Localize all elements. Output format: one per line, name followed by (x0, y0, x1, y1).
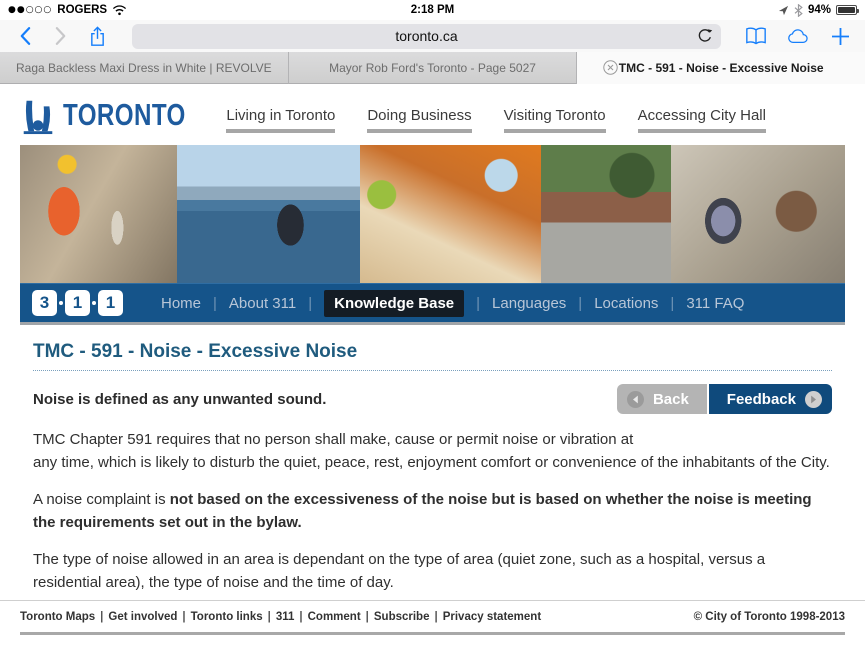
paragraph-line: any time, which is likely to disturb the quiet, peace, rest, enjoyment comfort or convenience of the inhabitants of the City. (33, 453, 830, 471)
nav-311-languages[interactable]: Languages (492, 294, 567, 312)
footer-privacy-statement[interactable]: Privacy statement (442, 611, 542, 623)
nav-doing-business[interactable]: Doing Business (367, 107, 471, 133)
intro-statement: Noise is defined as any unwanted sound. (33, 391, 327, 408)
logo-311[interactable] (32, 290, 123, 316)
status-left (8, 4, 278, 16)
reload-icon[interactable] (697, 28, 713, 47)
back-button[interactable] (14, 26, 36, 46)
bookmarks-icon[interactable] (745, 26, 767, 46)
banner-photo-construction-worker (20, 145, 177, 283)
nav-visiting-toronto[interactable]: Visiting Toronto (504, 107, 606, 133)
feedback-circle-arrow-icon (805, 391, 822, 408)
paragraph-text: A noise complaint is (33, 491, 170, 508)
nav-311-separator: | (670, 294, 675, 312)
url-text: toronto.ca (395, 28, 458, 44)
close-tab-icon[interactable] (603, 60, 618, 75)
footer-separator: | (100, 611, 104, 623)
footer-separator: | (434, 611, 438, 623)
banner-photo-police-waterfront (177, 145, 360, 283)
photo-banner (20, 145, 845, 283)
paragraph-bold-text: not based on the excessiveness of the noise but is based on whether the noise is meeting the requirements set out in the bylaw. (33, 491, 812, 531)
clock-label: 2:18 PM (410, 4, 455, 16)
nav-311-separator: | (308, 294, 313, 312)
banner-photo-call-centre (671, 145, 845, 283)
nav-311-locations[interactable]: Locations (594, 294, 659, 312)
paragraph-noise-complaint (33, 489, 832, 534)
footer-separator: | (365, 611, 369, 623)
location-services-icon (778, 5, 789, 16)
bluetooth-icon (794, 4, 803, 17)
nav-311-home[interactable]: Home (161, 294, 202, 312)
footer-separator: | (299, 611, 303, 623)
logo-311-digit: 1 (65, 290, 90, 316)
status-bar (0, 0, 865, 20)
nav-311-links (161, 290, 744, 317)
tab-revolve[interactable] (0, 52, 289, 84)
carrier-label: ROGERS (57, 4, 108, 16)
paragraph-line: TMC Chapter 591 requires that no person shall make, cause or permit noise or vibration at (33, 431, 634, 448)
site-nav (226, 107, 766, 133)
wifi-icon (112, 4, 127, 16)
logo-311-dot (92, 301, 96, 305)
city-hall-icon (20, 95, 56, 135)
footer-separator: | (267, 611, 271, 623)
back-feedback-buttons (617, 384, 832, 414)
footer-subscribe[interactable]: Subscribe (373, 611, 430, 623)
nav-311-separator: | (476, 294, 481, 312)
back-label: Back (652, 390, 689, 408)
back-circle-arrow-icon (627, 391, 644, 408)
nav-311-bar (20, 283, 845, 322)
battery-icon (836, 5, 857, 15)
logo-311-digit: 3 (32, 290, 57, 316)
tab-title: TMC - 591 - Noise - Excessive Noise (618, 60, 824, 75)
intro-row (33, 384, 832, 414)
banner-photo-food-handler (360, 145, 541, 283)
article-content (20, 325, 845, 600)
tab-bar (0, 52, 865, 84)
footer-toronto-links[interactable]: Toronto links (190, 611, 263, 623)
feedback-label: Feedback (726, 390, 796, 408)
toronto-logo[interactable] (20, 95, 220, 135)
tab-title: Mayor Rob Ford's Toronto - Page 5027 (329, 60, 536, 75)
toronto-wordmark: TORONTO (63, 96, 186, 132)
logo-311-dot (59, 301, 63, 305)
status-right (587, 4, 857, 17)
icloud-tabs-icon[interactable] (787, 27, 809, 45)
nav-311-knowledge-base[interactable]: Knowledge Base (324, 290, 464, 317)
footer-separator: | (182, 611, 186, 623)
address-bar[interactable] (132, 24, 721, 49)
tab-title: Raga Backless Maxi Dress in White | REVOLVE (16, 60, 272, 75)
back-article-button[interactable] (617, 384, 707, 414)
nav-accessing-city-hall[interactable]: Accessing City Hall (638, 107, 766, 133)
nav-311-faq[interactable]: 311 FAQ (686, 294, 745, 312)
tab-tmc-noise[interactable] (577, 52, 865, 84)
signal-strength-icon: ●●○○○ (8, 5, 53, 15)
page-title: TMC - 591 - Noise - Excessive Noise (33, 341, 832, 371)
new-tab-icon[interactable] (829, 27, 851, 46)
logo-311-digit: 1 (98, 290, 123, 316)
paragraph-tmc-chapter (33, 429, 832, 474)
site-footer (0, 600, 865, 649)
battery-percent-label: 94% (807, 4, 831, 16)
feedback-button[interactable] (709, 384, 832, 414)
site-header (0, 84, 865, 145)
footer-row (0, 611, 865, 623)
webpage (0, 84, 865, 649)
toolbar-right (745, 26, 851, 46)
paragraph-noise-type: The type of noise allowed in an area is dependant on the type of area (quiet zone, such as a hospital, versus a residential area), the type of noise and the time of day. (33, 551, 766, 591)
copyright-label: © City of Toronto 1998-2013 (693, 611, 845, 623)
nav-311-separator: | (578, 294, 583, 312)
nav-living-in-toronto[interactable]: Living in Toronto (226, 107, 335, 133)
banner-photo-residential-street (541, 145, 671, 283)
nav-311-separator: | (213, 294, 217, 312)
footer-links (20, 611, 541, 623)
forward-button[interactable] (50, 26, 72, 46)
nav-311-about[interactable]: About 311 (228, 294, 297, 312)
footer-311[interactable]: 311 (275, 611, 295, 623)
browser-toolbar (0, 20, 865, 52)
footer-toronto-maps[interactable]: Toronto Maps (20, 611, 96, 623)
footer-comment[interactable]: Comment (307, 611, 361, 623)
share-icon[interactable] (86, 26, 108, 47)
tab-rob-ford[interactable] (289, 52, 578, 84)
footer-get-involved[interactable]: Get involved (108, 611, 178, 623)
